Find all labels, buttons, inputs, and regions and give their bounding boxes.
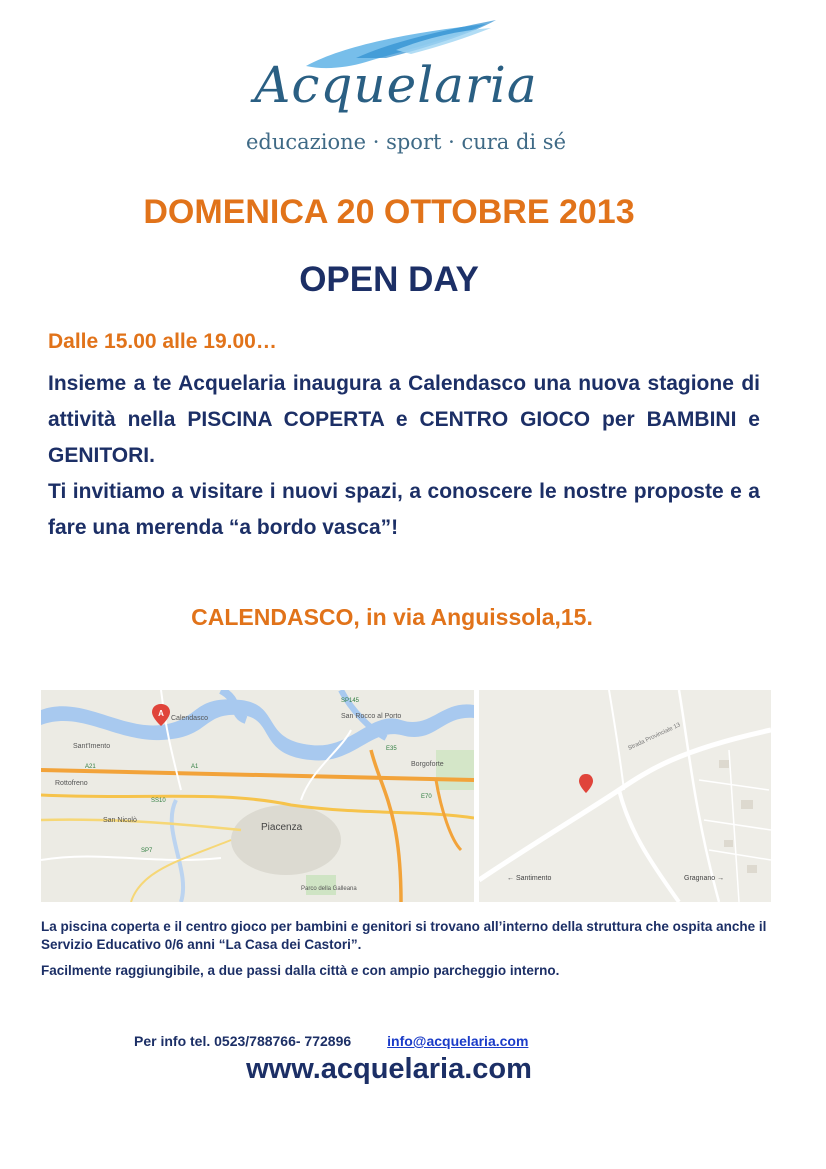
acquelaria-logo bbox=[246, 14, 567, 164]
map-label: Parco della Galleana bbox=[301, 886, 357, 892]
map-label: Gragnano → bbox=[684, 875, 725, 882]
logo-wordmark: Acquelaria bbox=[254, 56, 538, 114]
map-label: San Nicolò bbox=[103, 817, 137, 824]
info-paragraph-2: Facilmente raggiungibile, a due passi dalla città e con ampio parcheggio interno. bbox=[41, 963, 560, 978]
contact-phone: Per info tel. 0523/788766- 772896 bbox=[134, 1033, 352, 1049]
svg-text:A: A bbox=[158, 709, 164, 718]
map-label: ← Santimento bbox=[507, 875, 552, 882]
road-label: A21 bbox=[85, 764, 96, 770]
website-link[interactable]: www.acquelaria.com bbox=[246, 1053, 532, 1085]
info-block bbox=[41, 918, 777, 988]
contact-email-link[interactable]: info@acquelaria.com bbox=[387, 1033, 529, 1049]
road-label: A1 bbox=[191, 764, 199, 770]
event-hours: Dalle 15.00 alle 19.00… bbox=[48, 330, 277, 353]
contact-line bbox=[134, 1033, 528, 1049]
map-overview bbox=[41, 690, 474, 902]
map-label: San Rocco al Porto bbox=[341, 713, 402, 720]
road-label: E70 bbox=[421, 794, 432, 800]
road-label: SP145 bbox=[341, 698, 360, 704]
map-label: Sant'Imento bbox=[73, 743, 111, 750]
event-title: OPEN DAY bbox=[299, 260, 479, 299]
road-label: SS10 bbox=[151, 798, 166, 804]
map-label: Calendasco bbox=[171, 715, 208, 722]
road-label: SP7 bbox=[141, 848, 153, 854]
event-address: CALENDASCO, in via Anguissola,15. bbox=[191, 604, 593, 630]
logo-tagline: educazione · sport · cura di sé bbox=[246, 130, 567, 154]
event-paragraph-1: Insieme a te Acquelaria inaugura a Calendasco una nuova stagione di attività nella PISCINA COPERTA e CENTRO GIOCO per BAMBINI e GENITORI. bbox=[48, 372, 760, 467]
map-label: Strada Provinciale 13 bbox=[627, 722, 682, 752]
road-label: E35 bbox=[386, 746, 397, 752]
event-description bbox=[48, 366, 760, 546]
map-label: Borgoforte bbox=[411, 761, 444, 768]
event-paragraph-2: Ti invitiamo a visitare i nuovi spazi, a conoscere le nostre proposte e a fare una merenda “a bordo vasca”! bbox=[48, 480, 760, 539]
event-date: DOMENICA 20 OTTOBRE 2013 bbox=[143, 193, 635, 231]
map-label: Rottofreno bbox=[55, 780, 88, 787]
info-paragraph-1: La piscina coperta e il centro gioco per bambini e genitori si trovano all’interno della struttura che ospita anche il Servizio Educativo 0/6 anni “La Casa dei Castori”. bbox=[41, 919, 767, 952]
map-detail bbox=[479, 690, 771, 902]
map-label: Piacenza bbox=[261, 822, 303, 833]
